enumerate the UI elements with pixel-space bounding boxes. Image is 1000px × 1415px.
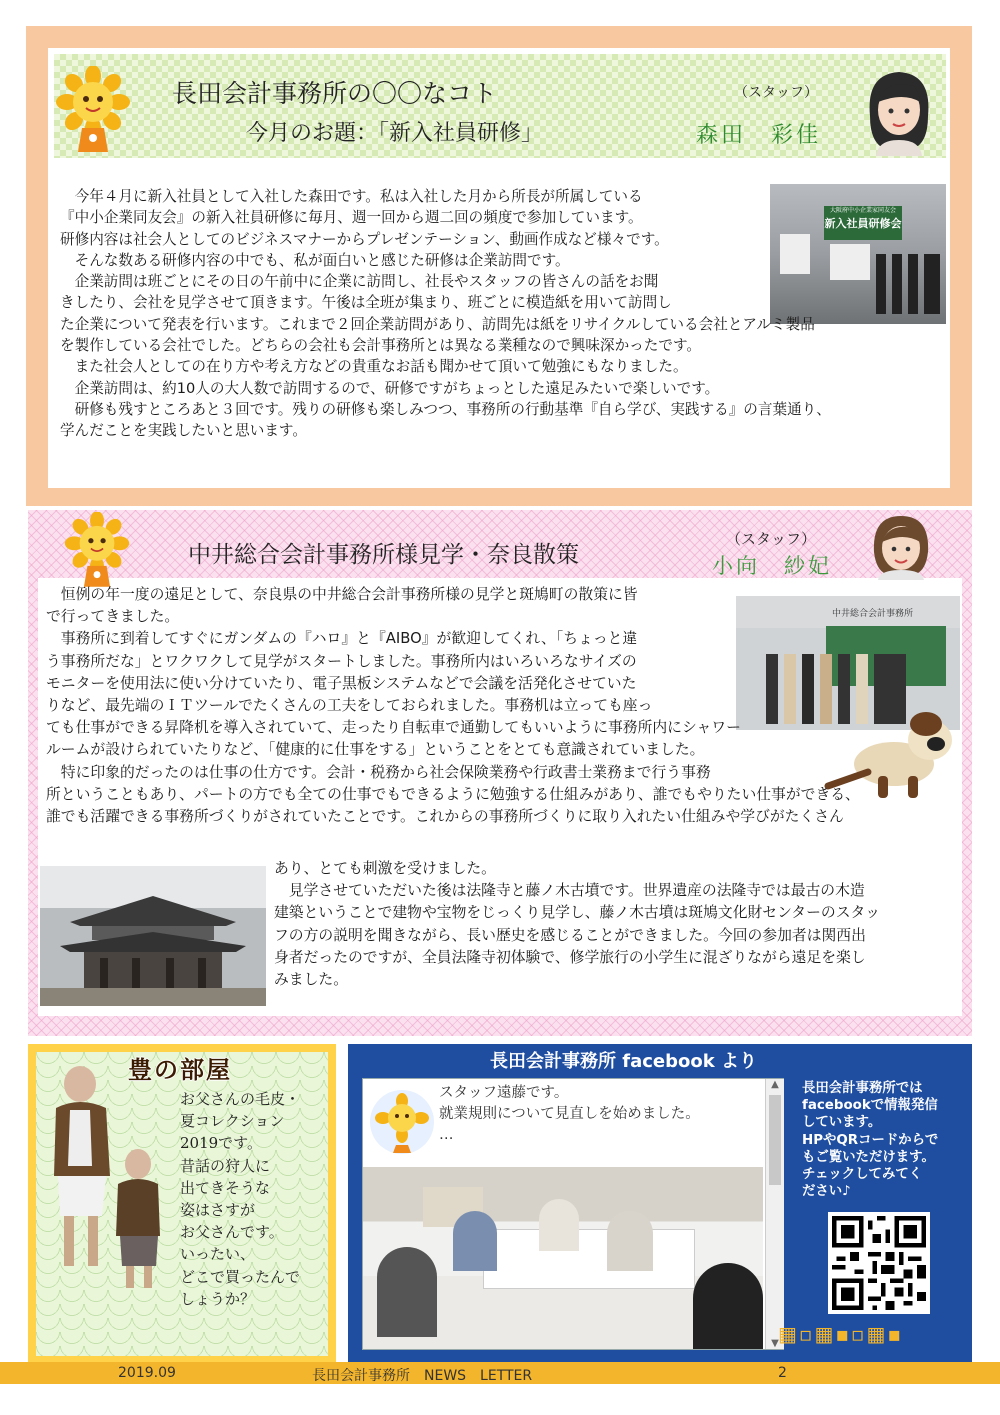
section1-title: 長田会計事務所の〇〇なコト — [172, 79, 498, 108]
section2-body-top — [46, 584, 958, 828]
paragraph-line: きしたり、会社を見学させて頂きます。午後は全班が集まり、班ごとに模造紙を用いて訪問し — [60, 294, 672, 312]
paragraph-line: 恒例の年一度の遠足として、奈良県の中井総合会計事務所様の見学と斑鳩町の散策に皆 — [46, 586, 638, 603]
side-line: チェックしてみてく — [802, 1167, 923, 1183]
post-line: 就業規則について見直しを始めました。 — [439, 1106, 700, 1122]
post-line: … — [439, 1127, 454, 1143]
text-line: 昔話の狩人に — [180, 1156, 271, 1175]
side-line: ださい♪ — [802, 1184, 851, 1200]
section1-staff-label: （スタッフ） — [734, 85, 818, 101]
paragraph-line: 今年４月に新入社員として入社した森田です。私は入社した月から所長が所属している — [60, 188, 643, 205]
paragraph-line: 所ということもあり、パートの方でも全ての仕事でもできるように勉強する仕組みがあり、誰でもやりたい仕事ができる、 — [46, 785, 860, 803]
text-line: いったい、 — [180, 1245, 256, 1264]
text-line: お父さんの毛皮・ — [180, 1090, 301, 1108]
facebook-side-text — [802, 1080, 970, 1200]
section2-staff-label: （スタッフ） — [726, 530, 817, 548]
office-sign-text: 中井総合会計事務所 — [832, 609, 914, 619]
paragraph-line: 『中小企業同友会』の新入社員研修に毎月、週一回から週二回の頻度で参加しています。 — [60, 209, 643, 227]
person — [453, 1211, 497, 1271]
side-line: しています。 — [802, 1115, 882, 1131]
section2-staff-name: 小向 紗妃 — [712, 554, 832, 578]
paragraph-line: 見学させていただいた後は法隆寺と藤ノ木古墳です。世界遺産の法隆寺では最古の木造 — [274, 882, 865, 900]
section1-staff-name: 森田 彩佳 — [696, 123, 822, 148]
father-photo — [40, 1066, 176, 1292]
text-line: 夏コレクション — [180, 1112, 285, 1131]
side-line: もご覧いただけます。 — [802, 1149, 935, 1165]
text-line: 出てきそうな — [180, 1178, 271, 1197]
side-line: HPやQRコードからで — [802, 1132, 939, 1148]
paragraph-line: 建築ということで建物や宝物をじっくり見学し、藤ノ木古墳は斑鳩文化財センターのスタッ — [274, 904, 881, 922]
person — [693, 1263, 763, 1349]
paragraph-line: た企業について発表を行います。これまで２回企業訪問があり、訪問先は紙をリサイクルしている会社とアルミ製品 — [60, 315, 815, 333]
banner-small-text: 大阪府中小企業家同友会 — [829, 207, 896, 214]
section3-title: 豊の部屋 — [128, 1056, 232, 1084]
paragraph-line: 誰でも活躍できる事務所づくりがされていたことです。これからの事務所づくりに取り入れたい仕組みや学びがたくさん — [46, 808, 844, 826]
temple-illustration — [40, 866, 266, 1006]
side-line: facebookで情報発信 — [802, 1098, 938, 1114]
qr-code-icon — [832, 1216, 926, 1310]
text-line: お父さんです。 — [180, 1223, 284, 1242]
facebook-post-window — [362, 1078, 784, 1350]
paragraph-line: 事務所に到着してすぐにガンダムの『ハロ』と『AIBO』が歓迎してくれ、「ちょっと違 — [46, 630, 638, 648]
decorative-logo-icon: ▦▫▦▪▫▦▪ — [778, 1322, 903, 1346]
paragraph-line: また社会人としての在り方や考え方などの貴重なお話も聞かせて頂いて勉強にもなりました。 — [60, 358, 688, 376]
paragraph-line: ルームが設けられていたりなど、「健康的に仕事をする」ということをとても意識されていました。 — [46, 741, 705, 759]
paragraph-line: う事務所だな」とワクワクして見学がスタートしました。事務所内はいろいろなサイズの — [46, 652, 637, 670]
sunflower-mascot-icon — [64, 512, 130, 592]
paragraph-line: 企業訪問は、約10人の大人数で訪問するので、研修ですがちょっとした遠足みたいで楽しいです。 — [60, 379, 720, 397]
sunflower-mascot-icon — [56, 66, 130, 158]
section1-subtitle: 今月のお題：「新入社員研修」 — [246, 121, 544, 146]
meeting-table — [483, 1229, 695, 1289]
staff-avatar-morita — [856, 66, 942, 156]
paragraph-line: 特に印象的だったのは仕事の仕方です。会計・税務から社会保険業務や行政書士業務まで行う事務 — [46, 763, 711, 781]
post-scrollbar[interactable] — [765, 1079, 784, 1349]
paragraph-line: 学んだことを実践したいと思います。 — [60, 422, 307, 440]
person — [539, 1199, 579, 1251]
paragraph-line: 研修も残すところあと３回です。残りの研修も楽しみつつ、事務所の行動基準『自ら学び、実践する』の言葉通り、 — [60, 400, 831, 418]
paragraph-line: で行ってきました。 — [46, 608, 180, 626]
facebook-section-title: 長田会計事務所 facebook より — [490, 1051, 757, 1072]
sunflower-avatar-icon — [369, 1089, 435, 1155]
side-line: 長田会計事務所では — [802, 1081, 923, 1096]
banner-big-text: 新入社員研修会 — [824, 217, 902, 230]
qr-code[interactable] — [828, 1212, 930, 1314]
facebook-meeting-photo — [363, 1167, 763, 1349]
text-line: どこで買ったんで — [180, 1267, 301, 1286]
paragraph-line: 研修内容は社会人としてのビジネスマナーからプレゼンテーション、動画作成など様々です。 — [60, 230, 669, 248]
horyuji-temple-photo — [40, 866, 266, 1006]
paragraph-line: モニターを使用法に使い分けていたり、電子黒板システムなどで会議を活発化させていた — [46, 674, 637, 692]
footer-newsletter-name: 長田会計事務所 NEWS LETTER — [312, 1368, 533, 1384]
section2-body-bottom — [274, 858, 960, 991]
text-line: 2019です。 — [180, 1134, 262, 1153]
paragraph-line: ても仕事ができる昇降机を導入されていて、走ったり自転車で通勤してもいいように事務所内にシャワー — [46, 719, 741, 737]
footer-date: 2019.09 — [118, 1365, 176, 1381]
section1-body — [60, 186, 950, 442]
person — [607, 1211, 653, 1271]
paragraph-line: あり、とても刺激を受けました。 — [274, 860, 496, 877]
scroll-down-icon[interactable]: ▼ — [771, 1338, 779, 1349]
text-line: 姿はさすが — [180, 1201, 256, 1220]
section2-title: 中井総合会計事務所様見学・奈良散策 — [188, 542, 579, 568]
post-line: スタッフ遠藤です。 — [439, 1085, 569, 1101]
text-line: しょうか？ — [180, 1289, 256, 1308]
paragraph-line: を製作している会社でした。どちらの会社も会計事務所とは異なる業種なので興味深かったです。 — [60, 337, 701, 355]
paragraph-line: フの方の説明を聞きながら、長い歴史を感じることができました。今回の参加者は関西出 — [274, 926, 866, 944]
staff-avatar-komukai — [864, 512, 938, 580]
scroll-up-icon[interactable]: ▲ — [771, 1079, 779, 1090]
facebook-post-text — [439, 1083, 700, 1146]
paragraph-line: そんな数ある研修内容の中でも、私が面白いと感じた研修は企業訪問です。 — [60, 251, 570, 269]
scroll-thumb[interactable] — [769, 1095, 781, 1185]
paragraph-line: 身者だったのですが、全員法隆寺初体験で、修学旅行の小学生に混ざりながら遠足を楽し — [274, 948, 866, 966]
person — [377, 1247, 437, 1337]
section3-text — [180, 1088, 330, 1310]
paragraph-line: 企業訪問は班ごとにその日の午前中に企業に訪問し、社長やスタッフの皆さんの話をお聞 — [60, 273, 659, 291]
paragraph-line: りなど、最先端のＩＴツールでたくさんの工夫をしておられました。事務机は立っても座っ — [46, 697, 653, 715]
footer-page-number: 2 — [778, 1365, 787, 1381]
paragraph-line: みました。 — [274, 971, 348, 989]
